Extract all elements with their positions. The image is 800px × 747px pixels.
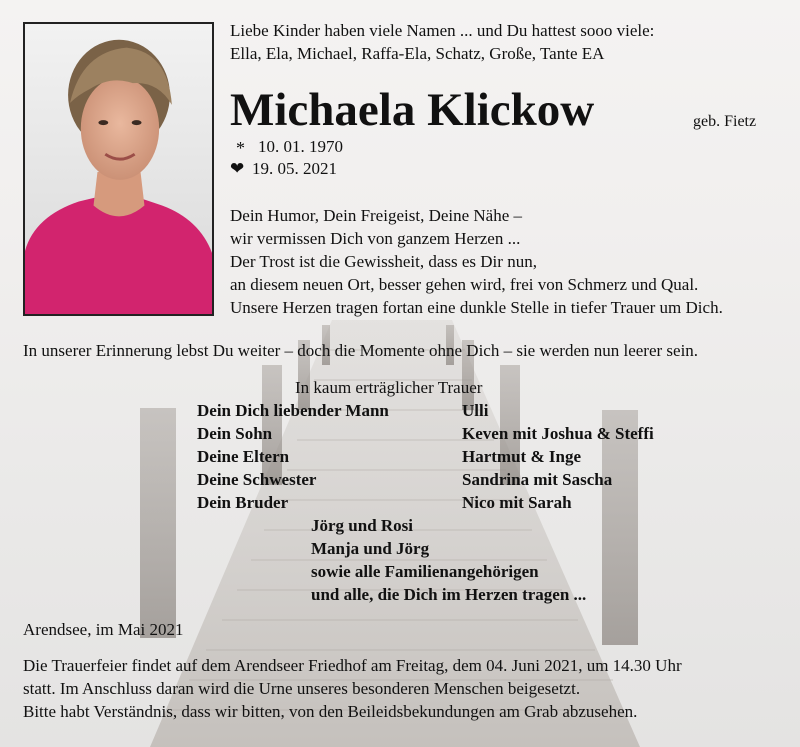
poem-line: Der Trost ist die Gewissheit, dass es Dir nun, [230, 252, 537, 271]
funeral-info [23, 656, 682, 725]
birth-row [230, 136, 343, 159]
heart-icon: ❤ [230, 159, 245, 178]
place-date: Arendsee, im Mai 2021 [23, 620, 184, 639]
memory-text: In unserer Erinnerung lebst Du weiter – doch die Momente ohne Dich – sie werden nun leerer sein. [23, 341, 699, 360]
additional-mourner-line: Manja und Jörg [311, 539, 430, 558]
portrait-photo [23, 22, 214, 316]
death-date: 19. 05. 2021 [252, 159, 337, 178]
poem-line: an diesem neuen Ort, besser gehen wird, frei von Schmerz und Qual. [230, 275, 699, 294]
mourning-heading: In kaum erträglicher Trauer [295, 378, 483, 397]
death-row [230, 159, 343, 182]
poem-line: Unsere Herzen tragen fortan eine dunkle Stelle in tiefer Trauer um Dich. [230, 298, 723, 317]
life-dates [230, 136, 343, 182]
mourner-relation: Dein Bruder [197, 493, 289, 512]
poem-text [230, 206, 723, 321]
additional-mourner-line: Jörg und Rosi [311, 516, 414, 535]
intro-text [230, 21, 654, 67]
mourner-names: Keven mit Joshua & Steffi [462, 424, 654, 443]
mourner-names: Hartmut & Inge [462, 447, 581, 466]
mourner-relation: Dein Sohn [197, 424, 273, 443]
deceased-name: Michaela Klickow [230, 84, 595, 136]
mourner-relation: Dein Dich liebender Mann [197, 401, 389, 420]
poem-line: Dein Humor, Dein Freigeist, Deine Nähe – [230, 206, 523, 225]
mourner-relation: Deine Eltern [197, 447, 290, 466]
funeral-line: Bitte habt Verständnis, dass wir bitten, von den Beileidsbekundungen am Grab abzusehen. [23, 702, 638, 721]
mourner-names: Sandrina mit Sascha [462, 470, 613, 489]
birth-date: 10. 01. 1970 [258, 137, 343, 156]
funeral-line: Die Trauerfeier findet auf dem Arendseer Friedhof am Freitag, dem 04. Juni 2021, um 14.30 Uhr [23, 656, 682, 675]
birth-star-icon: * [236, 138, 245, 158]
nicknames-line: Ella, Ela, Michael, Raffa-Ela, Schatz, Große, Tante EA [230, 44, 605, 63]
additional-mourners [311, 516, 586, 608]
poem-line: wir vermissen Dich von ganzem Herzen ... [230, 229, 521, 248]
additional-mourner-line: und alle, die Dich im Herzen tragen ... [311, 585, 587, 604]
intro-line: Liebe Kinder haben viele Namen ... und Du hattest sooo viele: [230, 21, 655, 40]
additional-mourner-line: sowie alle Familienangehörigen [311, 562, 539, 581]
maiden-name: geb. Fietz [693, 113, 757, 130]
funeral-line: statt. Im Anschluss daran wird die Urne unseres besonderen Menschen beigesetzt. [23, 679, 581, 698]
mourner-names: Nico mit Sarah [462, 493, 572, 512]
mourner-names: Ulli [462, 401, 489, 420]
mourner-relation: Deine Schwester [197, 470, 317, 489]
